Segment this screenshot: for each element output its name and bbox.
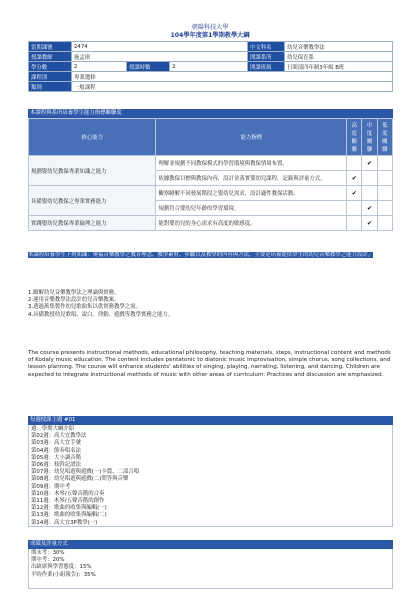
abilities-section-title: 本課程與系所培養學生能力指標關聯度 — [28, 109, 393, 118]
outline-title: 104學年度第1學期教學大綱 — [170, 32, 250, 39]
schedule-list — [28, 425, 393, 527]
list-item: 第07週：幼兒唱遊與遊戲(一)卡農、二部合唱 — [31, 469, 140, 476]
class: 日間部四年制3年級 B班 — [284, 62, 392, 72]
objectives-paragraph — [28, 252, 393, 259]
dept: 幼兒保育系 — [284, 52, 392, 62]
list-item: 第06週：枝幹記譜法 — [31, 462, 81, 469]
english-description: The course presents instructional methods, educational philosophy, teaching materials, steps, instructional content and methods of Kodaly music education. The content includes pentatonic to diatonic music improvisation, simple chorus, song collections, and lesson planning. The course will enhance students' abilities of singing, playing, narrating, listening, and dancing. Children are expected to integrate instructional methods of music with other areas of curriculum. Practices and discussion are emphasized. — [28, 350, 391, 378]
level-label: 類別 — [29, 82, 72, 92]
list-item: 3.透過萬集製作幼兒歌曲集以供實務教學之需。 — [28, 304, 141, 311]
list-item: 第04週：節奏唱名法 — [31, 447, 81, 454]
check-icon: ✔ — [347, 186, 362, 201]
list-item: 期末考：30% — [31, 550, 65, 556]
list-item: 週：學期大綱介紹 — [31, 426, 75, 432]
indicator: 理解並規劃不同教保模式的學習環境與教保情境布置。 — [156, 156, 347, 171]
list-item: 第02週：高大宜教學法 — [31, 433, 87, 440]
grading-section-title: 成績及評量方式 — [28, 540, 393, 549]
credits: 2 — [72, 62, 127, 72]
dept-label: 開課系所 — [247, 52, 284, 62]
col-level-low: 低度關聯 — [377, 119, 392, 156]
indicator: 依據教保目標與教保內容，設計並落實嬰幼兒課程，記錄與評量方式。 — [156, 171, 347, 186]
objectives-list — [28, 290, 393, 319]
cn-name-label: 中文科名 — [247, 42, 284, 52]
course-code-label: 當期課號 — [29, 42, 72, 52]
list-item: 4.具備教授幼兒歌唱、說白、律動、遊戲等教學實務之能力。 — [28, 311, 174, 318]
table-row — [29, 216, 393, 231]
table-row — [29, 186, 393, 201]
objectives-title: 本課程培養學生下列知識： — [28, 252, 93, 258]
col-core-header: 核心能力 — [29, 119, 156, 156]
list-item: 第12週：歌曲的收集與編輯(一) — [31, 505, 107, 512]
indicator: 觀察瞭解不同發展階段之嬰幼兒需求，設計適性教保活動。 — [156, 186, 347, 201]
abilities-table — [28, 118, 393, 231]
course-code: 2474 — [72, 42, 248, 52]
indicator: 能對嬰幼兒的身心需求有高度的敏感度。 — [156, 216, 347, 231]
core-ability: 規劃嬰幼兒教保專業知識之能力 — [29, 156, 156, 186]
list-item: 第05週：大小調音階 — [31, 454, 81, 461]
list-item: 1.瞭解幼兒音樂教學法之理論與實務。 — [28, 290, 120, 296]
category: 專業選修 — [72, 72, 393, 82]
core-ability: 具備嬰幼兒教保之專業實務能力 — [29, 186, 156, 216]
col-level-high: 高度關聯 — [347, 119, 362, 156]
teacher: 施孟琪 — [72, 52, 248, 62]
list-item: 第14週：高大宜3P教學(一) — [31, 519, 98, 526]
hours: 2 — [170, 62, 248, 72]
table-row — [29, 156, 393, 171]
list-item: 期中考：20% — [31, 557, 65, 564]
col-level-mid: 中度關聯 — [362, 119, 377, 156]
check-icon: ✔ — [362, 216, 377, 231]
hours-label: 授課時數 — [127, 62, 170, 72]
teacher-label: 授課教師 — [29, 52, 72, 62]
check-icon: ✔ — [362, 156, 377, 171]
credits-label: 學分數 — [29, 62, 72, 72]
syllabus-header — [0, 0, 420, 40]
list-item: 第09週：期中考 — [31, 483, 71, 490]
list-item: 第10週：木琴/五聲音階的合奏 — [31, 490, 105, 497]
list-item: 平時作業(小組報告)：35% — [31, 571, 96, 578]
course-info-table — [28, 41, 393, 92]
list-item: 出缺席與學習態度：15% — [31, 564, 92, 571]
category-label: 課程別 — [29, 72, 72, 82]
col-indicator-header: 能力指標 — [156, 119, 347, 156]
grading-list — [28, 549, 393, 589]
core-ability: 實踐嬰幼兒教保專業倫理之能力 — [29, 216, 156, 231]
objectives-highlight: 奧福音樂教學之教育理念、教學素材、步驟以及教學的內容與方法，主要是培養提供學生的幼兒音樂教學之能力設計。 — [92, 252, 374, 258]
check-icon: ✔ — [362, 201, 377, 216]
cn-name: 幼兒音樂教學法 — [284, 42, 392, 52]
list-item: 第08週：幼兒唱遊與遊戲(二)問答與音樂 — [31, 476, 129, 483]
list-item: 第11週：木琴/五聲音階的創作 — [31, 498, 105, 505]
indicator: 規劃符合嬰幼兒年齡的學習環境。 — [156, 201, 347, 216]
list-item: 第03週：高大宜手號 — [31, 440, 81, 447]
list-item: 第13週：歌曲的收集與編輯(二) — [31, 512, 107, 519]
schedule-section-title: 每週授課主題 #01 — [28, 416, 393, 425]
level: 一般課程 — [72, 82, 393, 92]
class-label: 開課班級 — [247, 62, 284, 72]
university-name: 朝陽科技大學 — [191, 24, 229, 31]
list-item: 2.運用音樂教學法設計幼兒音樂教案。 — [28, 297, 120, 304]
check-icon: ✔ — [347, 171, 362, 186]
